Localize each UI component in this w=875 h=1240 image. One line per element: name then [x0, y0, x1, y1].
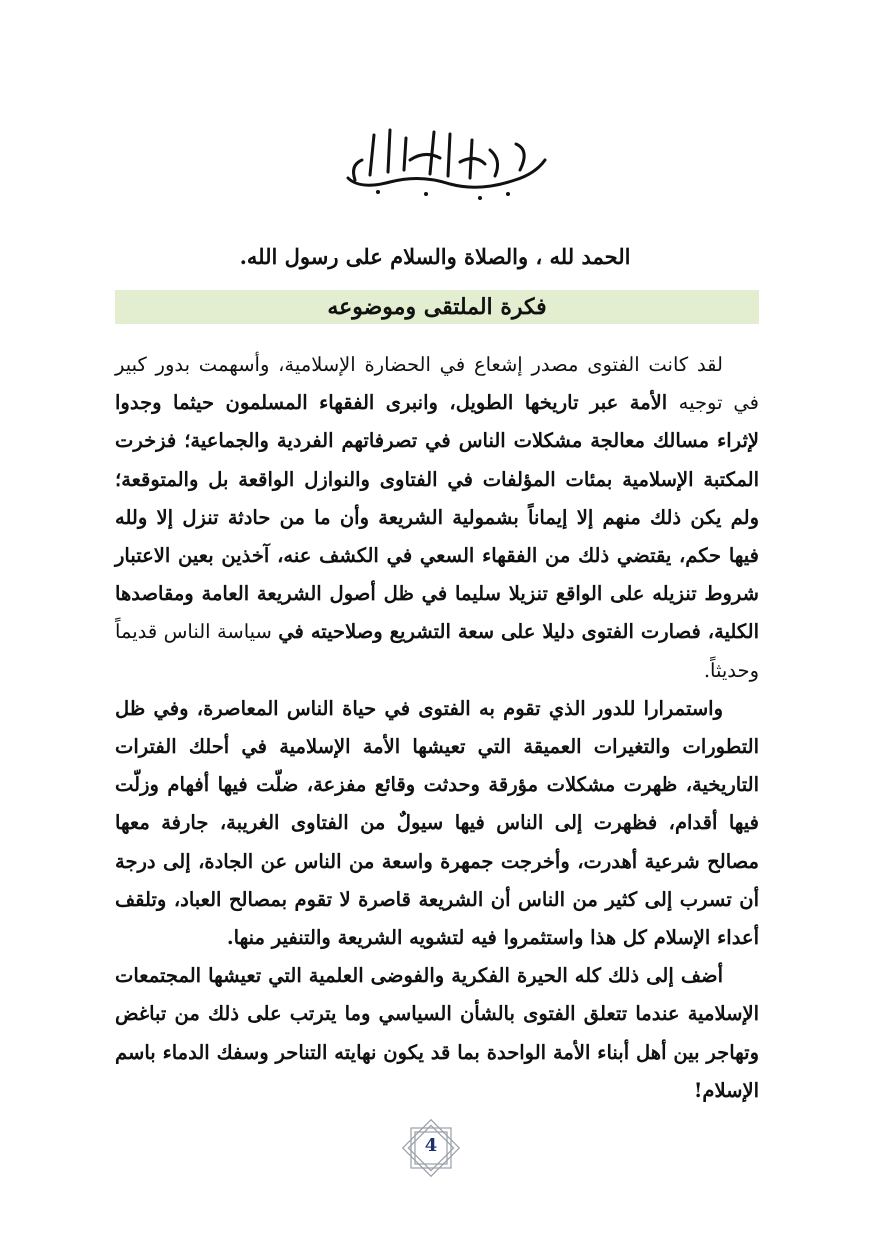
- paragraph-1-sentence-1: لقد كانت الفتوى مصدر إشعاع في الحضارة الإسلامية، وأسهمت بدور كبير في توجيه: [115, 353, 759, 415]
- page-number: 4: [424, 1135, 438, 1156]
- section-heading: فكرة الملتقى وموضوعه: [115, 290, 759, 324]
- paragraph-2: [115, 690, 759, 957]
- paragraph-1: [115, 346, 759, 690]
- paragraph-3: [115, 957, 759, 1110]
- paragraph-2-text: واستمرارا للدور الذي تقوم به الفتوى في حياة الناس المعاصرة، وفي ظل التطورات والتغيرات العميقة التي تعيشها الأمة الإسلامية في أحلك الفترات التاريخية، ظهرت مشكلات مؤرقة وحدثت وقائع مفزعة، ضلّت فيها أفهام وزلّت فيها أقدام، فظهرت إلى الناس فيها سيولٌ من الفتاوى الغريبة، جارفة معها مصالح شرعية أهدرت، وأخرجت جمهرة واسعة من الناس عن الجادة، إلى درجة أن تسرب إلى كثير من الناس أن الشريعة قاصرة لا تقوم بمصالح العباد، وتلقف أعداء الإسلام كل هذا واستثمروا فيه لتشويه الشريعة والتنفير منها.: [115, 696, 759, 950]
- paragraph-1-sentence-2: الأمة عبر تاريخها الطويل، وانبرى الفقهاء المسلمون حيثما وجدوا لإثراء مسالك معالجة مشكلات الناس في تصرفاتهم الفردية والجماعية؛ فزخرت المكتبة الإسلامية بمئات المؤلفات في الفتاوى والنوازل الواقعة بل والمتوقعة؛ ولم يكن ذلك منهم إلا إيماناً بشمولية الشريعة وأن ما من حادثة تنزل إلا ولله فيها حكم، يقتضي ذلك من الفقهاء السعي في الكشف عنه، آخذين بعين الاعتبار شروط تنزيله على الواقع تنزيلا سليما في ظل أصول الشريعة العامة ومقاصدها الكلية، فصارت الفتوى دليلا على سعة التشريع وصلاحيته في: [115, 391, 759, 644]
- body-text: [115, 346, 759, 1110]
- paragraph-1-sentence-3: سياسة الناس قديماً وحديثاً.: [115, 620, 759, 682]
- intro-line: الحمد لله ، والصلاة والسلام على رسول الله.: [239, 244, 631, 269]
- basmala-calligraphy-icon: [330, 120, 560, 205]
- paragraph-3-text: أضف إلى ذلك كله الحيرة الفكرية والفوضى العلمية التي تعيشها المجتمعات الإسلامية عندما تتعلق الفتوى بالشأن السياسي وما يترتب على ذلك من تباغض وتهاجر بين أهل أبناء الأمة الواحدة بما قد يكون نهايته التناحر وسفك الدماء باسم الإسلام!: [115, 964, 759, 1102]
